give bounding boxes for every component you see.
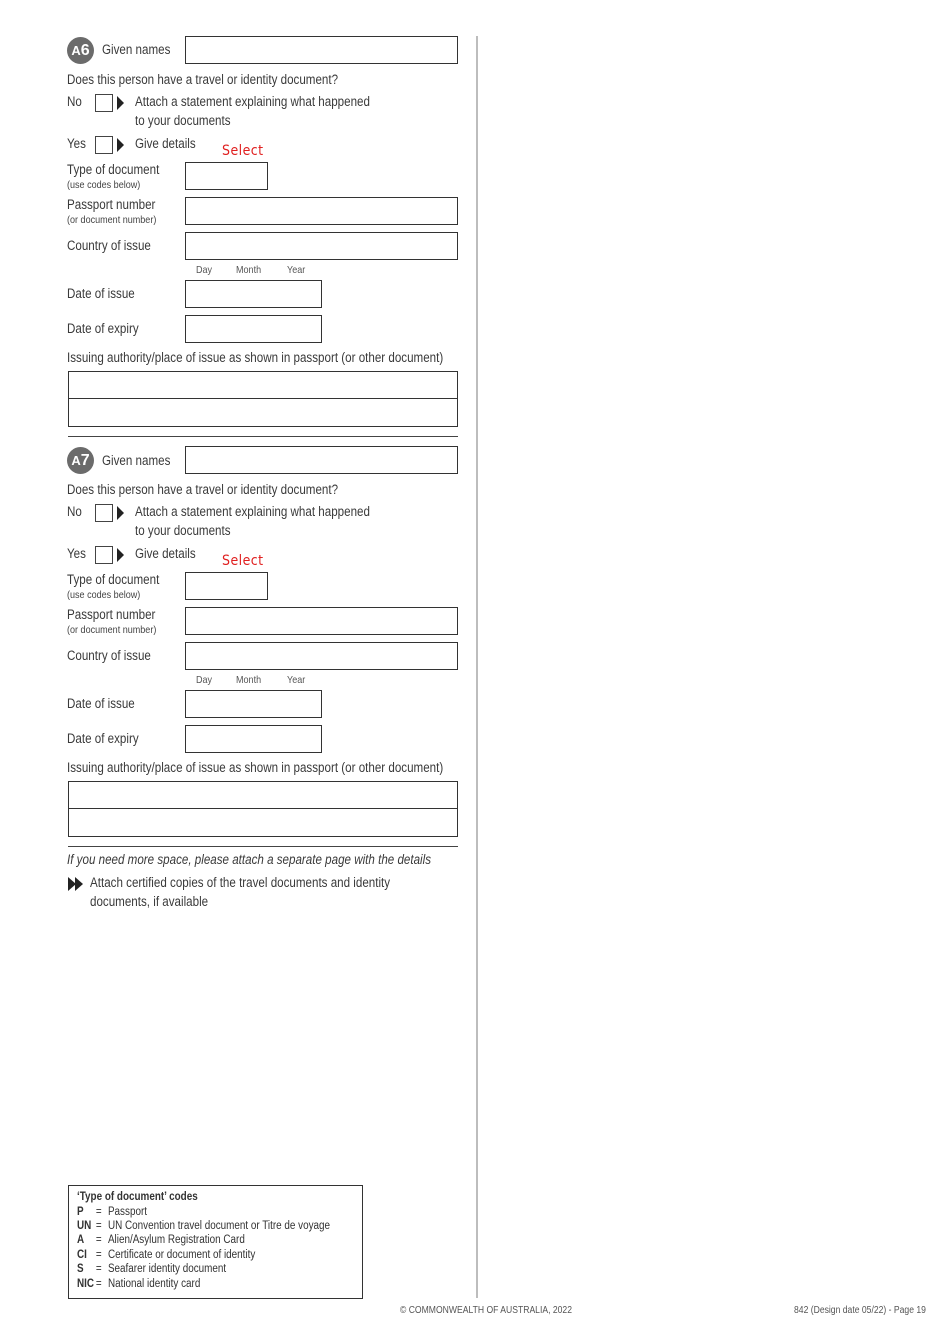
type-of-document-input[interactable] bbox=[185, 572, 268, 600]
month-label: Month bbox=[236, 674, 262, 686]
passport-number-label: Passport number bbox=[67, 607, 156, 622]
type-of-document-label: Type of document bbox=[67, 572, 160, 587]
year-label: Year bbox=[287, 264, 306, 276]
country-of-issue-input[interactable] bbox=[185, 642, 458, 670]
date-of-issue-label: Date of issue bbox=[67, 286, 135, 301]
date-of-issue-input[interactable] bbox=[185, 280, 322, 308]
passport-number-input[interactable] bbox=[185, 607, 458, 635]
year-label: Year bbox=[287, 674, 306, 686]
select-dropdown[interactable]: Select bbox=[222, 143, 264, 159]
no-instruction-cont: to your documents bbox=[135, 113, 231, 128]
code-row: NIC = National identity card bbox=[77, 1278, 201, 1290]
code-row: CI = Certificate or document of identity bbox=[77, 1249, 256, 1261]
no-label: No bbox=[67, 94, 82, 109]
type-of-document-sub: (use codes below) bbox=[67, 179, 141, 191]
arrow-right-icon bbox=[117, 548, 124, 562]
date-of-expiry-label: Date of expiry bbox=[67, 321, 139, 336]
issuing-authority-label: Issuing authority/place of issue as shown in passport (or other document) bbox=[67, 350, 444, 365]
select-dropdown[interactable]: Select bbox=[222, 553, 264, 569]
passport-number-sub: (or document number) bbox=[67, 214, 157, 226]
document-question: Does this person have a travel or identity document? bbox=[67, 72, 339, 87]
date-of-issue-input[interactable] bbox=[185, 690, 322, 718]
code-row: A = Alien/Asylum Registration Card bbox=[77, 1234, 245, 1246]
code-row: UN = UN Convention travel document or Titre de voyage bbox=[77, 1220, 331, 1232]
given-names-input[interactable] bbox=[185, 36, 458, 64]
no-checkbox[interactable] bbox=[95, 94, 113, 112]
no-instruction: Attach a statement explaining what happened bbox=[135, 94, 370, 109]
document-codes-box bbox=[68, 1185, 363, 1299]
country-of-issue-label: Country of issue bbox=[67, 648, 151, 663]
type-of-document-label: Type of document bbox=[67, 162, 160, 177]
double-arrow-icon bbox=[68, 877, 84, 891]
no-instruction: Attach a statement explaining what happened bbox=[135, 504, 370, 519]
issuing-authority-input-line1[interactable] bbox=[68, 371, 458, 399]
day-label: Day bbox=[196, 674, 213, 686]
question-badge-a6: A6 bbox=[67, 37, 94, 64]
yes-instruction: Give details bbox=[135, 546, 196, 561]
question-badge-a7: A7 bbox=[67, 447, 94, 474]
country-of-issue-input[interactable] bbox=[185, 232, 458, 260]
date-of-expiry-label: Date of expiry bbox=[67, 731, 139, 746]
arrow-right-icon bbox=[117, 506, 124, 520]
yes-instruction: Give details bbox=[135, 136, 196, 151]
issuing-authority-input-line1[interactable] bbox=[68, 781, 458, 809]
passport-number-label: Passport number bbox=[67, 197, 156, 212]
codes-title: ‘Type of document’ codes bbox=[77, 1191, 198, 1203]
passport-number-input[interactable] bbox=[185, 197, 458, 225]
yes-label: Yes bbox=[67, 546, 86, 561]
given-names-label: Given names bbox=[102, 42, 171, 57]
given-names-label: Given names bbox=[102, 453, 171, 468]
document-question: Does this person have a travel or identity document? bbox=[67, 482, 339, 497]
day-label: Day bbox=[196, 264, 213, 276]
attach-copies-note: Attach certified copies of the travel documents and identity bbox=[90, 875, 391, 890]
yes-checkbox[interactable] bbox=[95, 546, 113, 564]
arrow-right-icon bbox=[117, 138, 124, 152]
month-label: Month bbox=[236, 264, 262, 276]
arrow-right-icon bbox=[117, 96, 124, 110]
footer-page-info: 842 (Design date 05/22) - Page 19 bbox=[794, 1305, 926, 1316]
date-of-issue-label: Date of issue bbox=[67, 696, 135, 711]
no-label: No bbox=[67, 504, 82, 519]
section-divider bbox=[68, 436, 458, 437]
date-of-expiry-input[interactable] bbox=[185, 315, 322, 343]
code-row: S = Seafarer identity document bbox=[77, 1263, 227, 1275]
column-divider bbox=[476, 36, 478, 1298]
yes-label: Yes bbox=[67, 136, 86, 151]
no-checkbox[interactable] bbox=[95, 504, 113, 522]
country-of-issue-label: Country of issue bbox=[67, 238, 151, 253]
issuing-authority-label: Issuing authority/place of issue as shown in passport (or other document) bbox=[67, 760, 444, 775]
no-instruction-cont: to your documents bbox=[135, 523, 231, 538]
issuing-authority-input-line2[interactable] bbox=[68, 398, 458, 427]
passport-number-sub: (or document number) bbox=[67, 624, 157, 636]
more-space-note: If you need more space, please attach a separate page with the details bbox=[67, 852, 432, 867]
code-row: P = Passport bbox=[77, 1206, 147, 1218]
type-of-document-input[interactable] bbox=[185, 162, 268, 190]
type-of-document-sub: (use codes below) bbox=[67, 589, 141, 601]
footer-copyright: © COMMONWEALTH OF AUSTRALIA, 2022 bbox=[400, 1305, 572, 1316]
given-names-input[interactable] bbox=[185, 446, 458, 474]
attach-copies-note-cont: documents, if available bbox=[90, 894, 209, 909]
date-of-expiry-input[interactable] bbox=[185, 725, 322, 753]
yes-checkbox[interactable] bbox=[95, 136, 113, 154]
issuing-authority-input-line2[interactable] bbox=[68, 808, 458, 837]
section-divider bbox=[68, 846, 458, 847]
